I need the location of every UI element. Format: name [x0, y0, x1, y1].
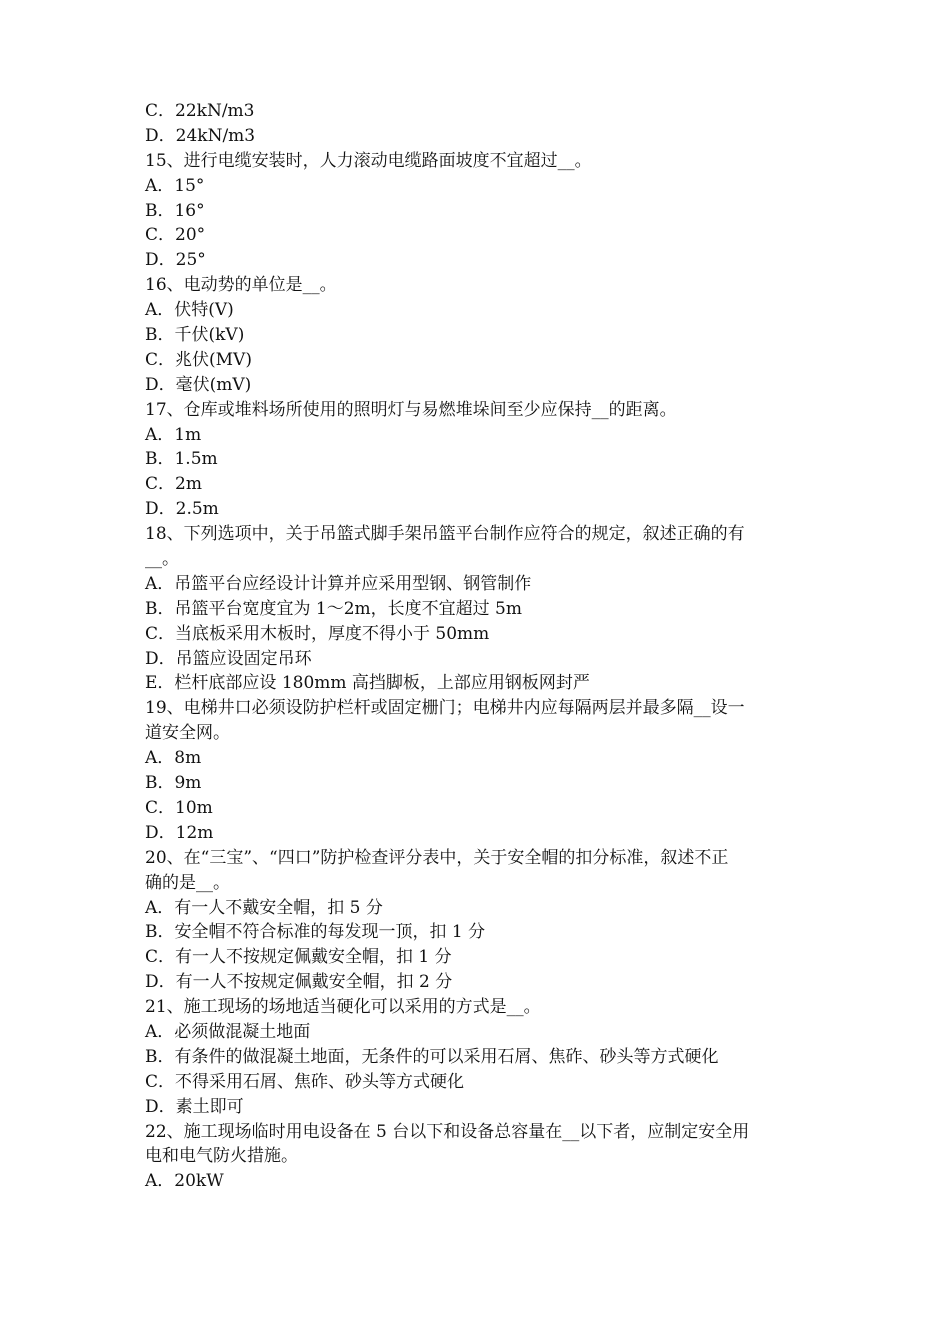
- question-line: 19、电梯井口必须设防护栏杆或固定栅门；电梯井内应每隔两层并最多隔__设一: [145, 698, 745, 719]
- option-line: A．1m: [145, 424, 202, 445]
- option-line: A．8m: [145, 748, 202, 769]
- option-line: A．有一人不戴安全帽，扣 5 分: [145, 897, 383, 918]
- question-line-continued: 电和电气防火措施。: [145, 1146, 298, 1167]
- option-line: A．伏特(V): [145, 300, 234, 321]
- option-line: C．10m: [145, 797, 213, 818]
- option-line: A．必须做混凝土地面: [145, 1021, 311, 1042]
- question-line-continued: 道安全网。: [145, 723, 230, 744]
- option-line: C．2m: [145, 474, 202, 495]
- option-line: C．兆伏(MV): [145, 349, 252, 370]
- option-line: D．素土即可: [145, 1096, 244, 1117]
- question-line: 22、施工现场临时用电设备在 5 台以下和设备总容量在__以下者，应制定安全用: [145, 1121, 750, 1142]
- option-line: D．24kN/m3: [145, 125, 256, 146]
- option-line: D．2.5m: [145, 499, 219, 520]
- question-line: 18、下列选项中，关于吊篮式脚手架吊篮平台制作应符合的规定，叙述正确的有: [145, 524, 745, 545]
- option-line: D．毫伏(mV): [145, 374, 252, 395]
- option-line: C．20°: [145, 225, 206, 246]
- option-line: B．9m: [145, 773, 202, 794]
- question-line: 21、施工现场的场地适当硬化可以采用的方式是__。: [145, 997, 541, 1018]
- document-text: [145, 99, 825, 1194]
- option-line: A．吊篮平台应经设计计算并应采用型钢、钢管制作: [145, 573, 532, 594]
- option-line: A．20kW: [145, 1171, 224, 1192]
- question-line: 20、在“三宝”、“四口”防护检查评分表中，关于安全帽的扣分标准，叙述不正: [145, 847, 729, 868]
- option-line: B．千伏(kV): [145, 325, 245, 346]
- question-line-continued: __。: [145, 549, 179, 570]
- option-line: C．22kN/m3: [145, 101, 255, 121]
- option-line: D．12m: [145, 822, 214, 843]
- option-line: B．安全帽不符合标准的每发现一顶，扣 1 分: [145, 922, 486, 943]
- option-line: B．有条件的做混凝土地面，无条件的可以采用石屑、焦砟、砂头等方式硬化: [145, 1046, 719, 1067]
- question-line: 17、仓库或堆料场所使用的照明灯与易燃堆垛间至少应保持__的距离。: [145, 399, 677, 420]
- option-line: B．1.5m: [145, 449, 218, 470]
- option-line: C．有一人不按规定佩戴安全帽，扣 1 分: [145, 947, 452, 968]
- option-line: B．16°: [145, 200, 205, 221]
- question-line-continued: 确的是__。: [145, 872, 230, 893]
- option-line: A．15°: [145, 175, 205, 196]
- option-line: D．有一人不按规定佩戴安全帽，扣 2 分: [145, 972, 453, 993]
- question-line: 15、进行电缆安装时，人力滚动电缆路面坡度不宜超过__。: [145, 150, 592, 171]
- option-line: C．不得采用石屑、焦砟、砂头等方式硬化: [145, 1071, 465, 1092]
- option-line: C．当底板采用木板时，厚度不得小于 50mm: [145, 623, 490, 644]
- question-line: 16、电动势的单位是__。: [145, 275, 337, 296]
- option-line: E．栏杆底部应设 180mm 高挡脚板，上部应用钢板网封严: [145, 673, 590, 694]
- option-line: B．吊篮平台宽度宜为 1～2m，长度不宜超过 5m: [145, 598, 522, 619]
- option-line: D．25°: [145, 250, 206, 271]
- option-line: D．吊篮应设固定吊环: [145, 648, 312, 669]
